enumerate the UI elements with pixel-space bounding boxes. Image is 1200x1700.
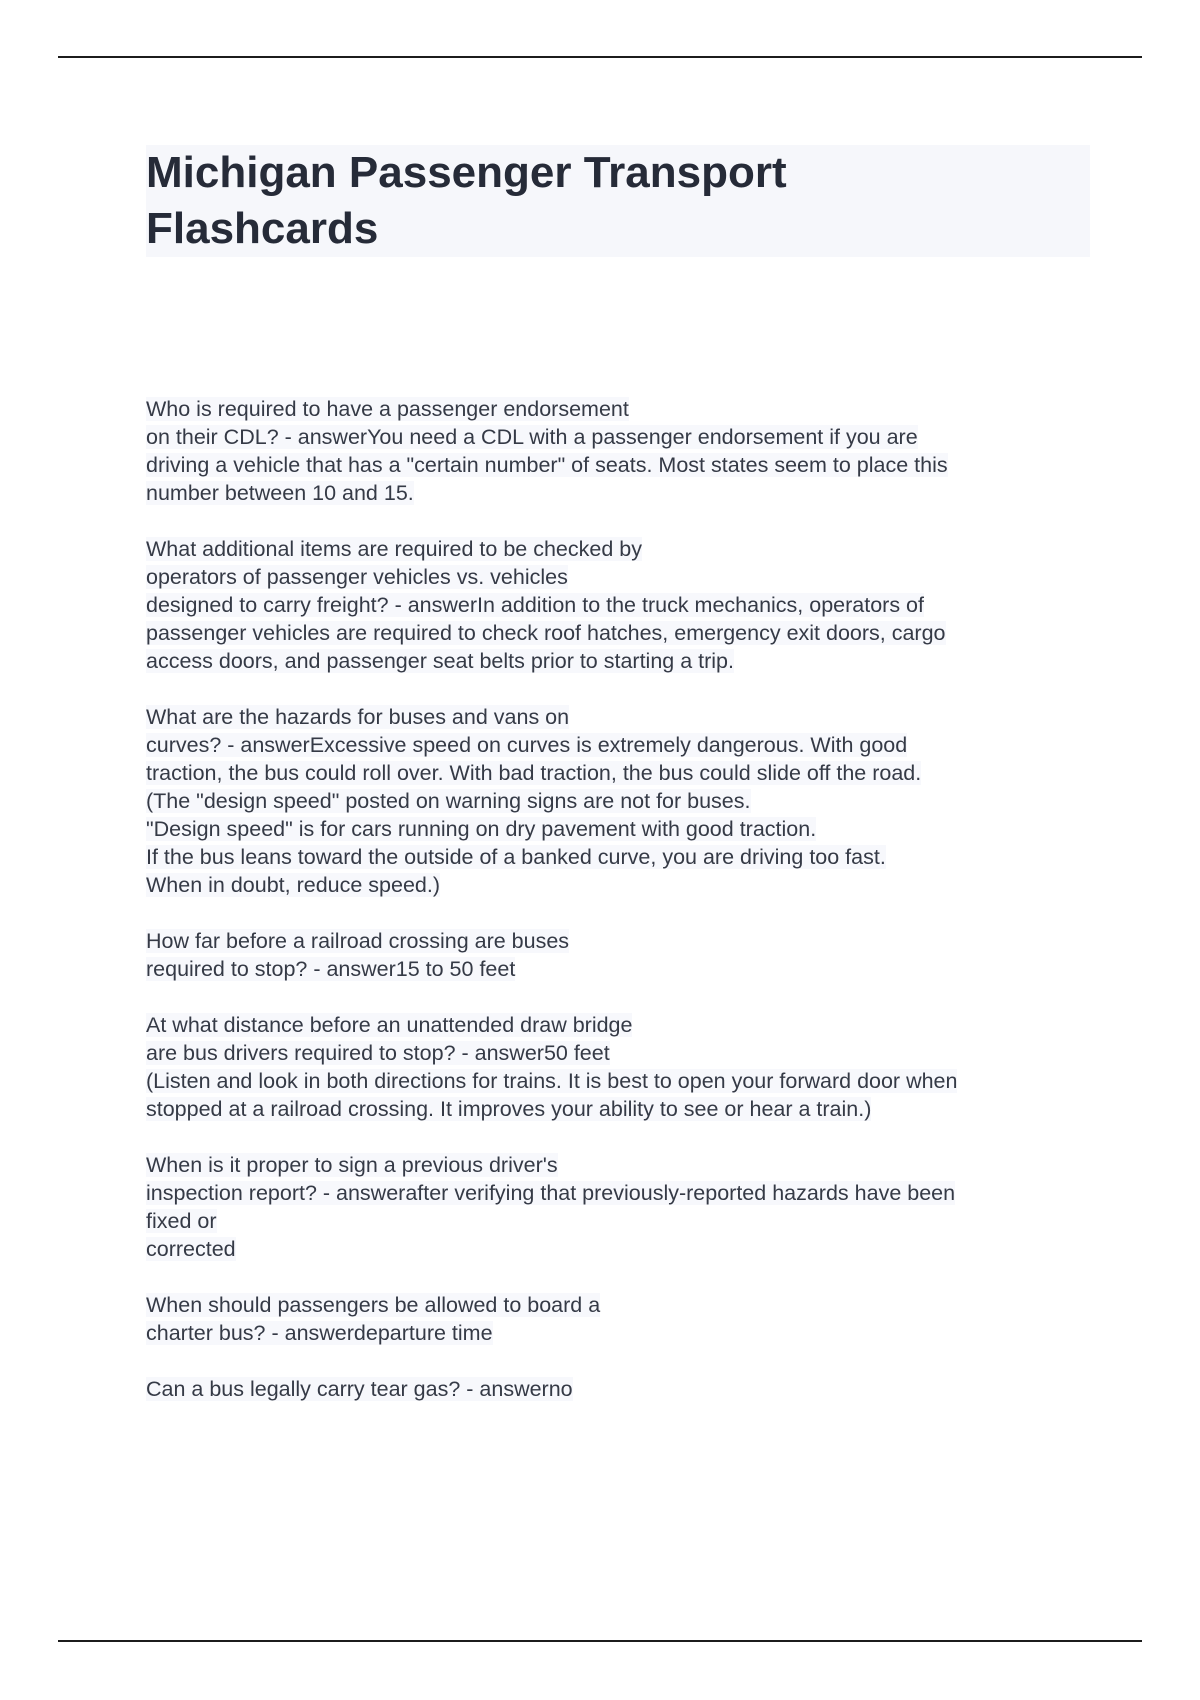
flashcard-text: (The "design speed" posted on warning signs are not for buses. <box>146 789 751 813</box>
flashcard-line <box>146 1011 1090 1039</box>
flashcard-text: When should passengers be allowed to board a <box>146 1293 601 1317</box>
flashcard-text: (Listen and look in both directions for trains. It is best to open your forward door when <box>146 1069 958 1093</box>
flashcard-text: If the bus leans toward the outside of a banked curve, you are driving too fast. <box>146 845 886 869</box>
flashcard-text: Can a bus legally carry tear gas? - answerno <box>146 1377 573 1401</box>
flashcard <box>146 703 1090 899</box>
title-line: Flashcards <box>146 204 379 253</box>
flashcard-text: on their CDL? - answerYou need a CDL with a passenger endorsement if you are <box>146 425 918 449</box>
flashcard-line <box>146 1235 1090 1263</box>
flashcard-line <box>146 563 1090 591</box>
flashcard-line <box>146 955 1090 983</box>
flashcard-line <box>146 787 1090 815</box>
flashcard <box>146 1151 1090 1263</box>
flashcard-text: When is it proper to sign a previous driver's <box>146 1153 558 1177</box>
flashcard-line <box>146 731 1090 759</box>
flashcard-text: curves? - answerExcessive speed on curves is extremely dangerous. With good <box>146 733 908 757</box>
bottom-rule <box>58 1640 1142 1642</box>
flashcard-text: number between 10 and 15. <box>146 481 414 505</box>
flashcard-text: are bus drivers required to stop? - answer50 feet <box>146 1041 610 1065</box>
flashcard-line <box>146 647 1090 675</box>
flashcard-line <box>146 1151 1090 1179</box>
flashcard-line <box>146 1207 1090 1235</box>
flashcard-text: At what distance before an unattended draw bridge <box>146 1013 633 1037</box>
flashcard-line <box>146 1291 1090 1319</box>
flashcard-line <box>146 1319 1090 1347</box>
flashcard-text: passenger vehicles are required to check roof hatches, emergency exit doors, cargo <box>146 621 946 645</box>
title-line: Michigan Passenger Transport <box>146 148 787 197</box>
flashcard-line <box>146 759 1090 787</box>
flashcard-text: traction, the bus could roll over. With bad traction, the bus could slide off the road. <box>146 761 922 785</box>
flashcard-text: What are the hazards for buses and vans on <box>146 705 570 729</box>
flashcard-line <box>146 1375 1090 1403</box>
flashcard-text: stopped at a railroad crossing. It improves your ability to see or hear a train.) <box>146 1097 872 1121</box>
flashcard-line <box>146 535 1090 563</box>
flashcard-text: fixed or <box>146 1209 217 1233</box>
flashcard-line <box>146 619 1090 647</box>
flashcard-line <box>146 871 1090 899</box>
flashcard-line <box>146 815 1090 843</box>
title-block <box>146 145 1090 257</box>
flashcard-text: designed to carry freight? - answerIn addition to the truck mechanics, operators of <box>146 593 924 617</box>
flashcard <box>146 1375 1090 1403</box>
flashcard-line <box>146 423 1090 451</box>
flashcard <box>146 535 1090 675</box>
flashcard-text: When in doubt, reduce speed.) <box>146 873 441 897</box>
flashcard <box>146 1291 1090 1347</box>
flashcard-text: inspection report? - answerafter verifying that previously-reported hazards have been <box>146 1181 956 1205</box>
flashcard-line <box>146 451 1090 479</box>
flashcard-line <box>146 927 1090 955</box>
flashcard-line <box>146 1179 1090 1207</box>
flashcard-line <box>146 1039 1090 1067</box>
flashcard-text: How far before a railroad crossing are buses <box>146 929 570 953</box>
flashcard-line <box>146 703 1090 731</box>
flashcard-text: charter bus? - answerdeparture time <box>146 1321 493 1345</box>
flashcard <box>146 1011 1090 1123</box>
page-title <box>146 145 1090 257</box>
flashcard <box>146 927 1090 983</box>
flashcard-text: driving a vehicle that has a "certain number" of seats. Most states seem to place this <box>146 453 948 477</box>
flashcard-line <box>146 395 1090 423</box>
flashcard-text: "Design speed" is for cars running on dry pavement with good traction. <box>146 817 817 841</box>
flashcard-line <box>146 479 1090 507</box>
flashcard-line <box>146 1095 1090 1123</box>
flashcard-line <box>146 843 1090 871</box>
flashcard <box>146 395 1090 507</box>
flashcard-text: access doors, and passenger seat belts prior to starting a trip. <box>146 649 734 673</box>
flashcard-line <box>146 591 1090 619</box>
flashcard-list <box>146 395 1090 1431</box>
top-rule <box>58 56 1142 58</box>
flashcard-text: operators of passenger vehicles vs. vehicles <box>146 565 568 589</box>
flashcard-text: Who is required to have a passenger endorsement <box>146 397 629 421</box>
flashcard-text: corrected <box>146 1237 236 1261</box>
flashcard-text: required to stop? - answer15 to 50 feet <box>146 957 516 981</box>
flashcard-text: What additional items are required to be checked by <box>146 537 642 561</box>
flashcard-line <box>146 1067 1090 1095</box>
